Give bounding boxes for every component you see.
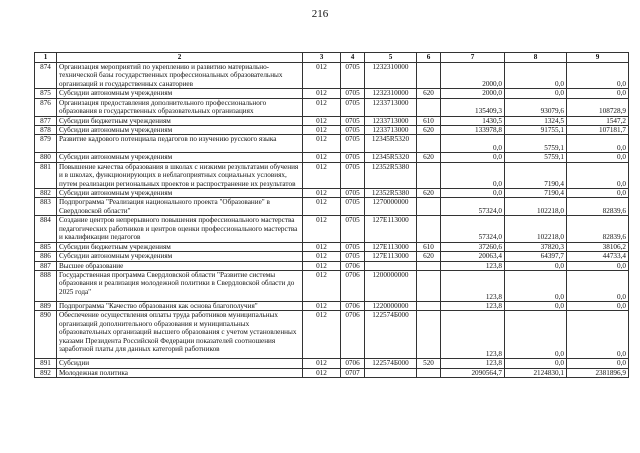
section-code: 0705 <box>341 153 365 162</box>
table-row <box>35 252 629 261</box>
ministry-code: 012 <box>303 252 341 261</box>
amount-year-2: 93079,6 <box>505 98 567 116</box>
amount-year-2: 91755,1 <box>505 126 567 135</box>
amount-year-2: 0,0 <box>505 270 567 301</box>
amount-year-2: 7190,4 <box>505 162 567 188</box>
row-name: Создание центров непрерывного повышения профессионального мастерства педагогических работников и центров оценки профессионального мастерства и квалификации педагогов <box>57 216 303 242</box>
target-article-code: 1270000000 <box>365 198 417 216</box>
ministry-code: 012 <box>303 261 341 270</box>
column-header-7: 7 <box>441 53 505 63</box>
amount-year-2: 0,0 <box>505 311 567 359</box>
table-row <box>35 162 629 188</box>
target-article-code: 127E113000 <box>365 252 417 261</box>
column-header-9: 9 <box>567 53 629 63</box>
section-code: 0706 <box>341 301 365 310</box>
amount-year-3: 0,0 <box>567 89 629 98</box>
target-article-code <box>365 261 417 270</box>
ministry-code: 012 <box>303 153 341 162</box>
target-article-code: 1220000000 <box>365 301 417 310</box>
row-name: Субсидии бюджетным учреждениям <box>57 242 303 251</box>
amount-year-1: 1430,5 <box>441 116 505 125</box>
section-code: 0705 <box>341 216 365 242</box>
column-header-1: 1 <box>35 53 57 63</box>
ministry-code: 012 <box>303 198 341 216</box>
amount-year-2: 0,0 <box>505 359 567 368</box>
row-number: 878 <box>35 126 57 135</box>
amount-year-2: 7190,4 <box>505 189 567 198</box>
amount-year-1: 123,8 <box>441 311 505 359</box>
table-row <box>35 242 629 251</box>
row-name: Субсидии автономным учреждениям <box>57 153 303 162</box>
amount-year-3: 0,0 <box>567 311 629 359</box>
section-code: 0705 <box>341 252 365 261</box>
table-row <box>35 301 629 310</box>
amount-year-2: 37820,3 <box>505 242 567 251</box>
expense-type-code: 610 <box>417 242 441 251</box>
row-name: Организация предоставления дополнительного профессионального образования в государственных образовательных организациях <box>57 98 303 116</box>
expense-type-code <box>417 162 441 188</box>
amount-year-3: 108728,9 <box>567 98 629 116</box>
target-article-code: 127E113000 <box>365 216 417 242</box>
amount-year-1: 57324,0 <box>441 216 505 242</box>
row-name: Субсидии бюджетным учреждениям <box>57 116 303 125</box>
section-code: 0705 <box>341 135 365 153</box>
target-article-code: 1233713000 <box>365 116 417 125</box>
row-number: 890 <box>35 311 57 359</box>
table-row <box>35 98 629 116</box>
ministry-code: 012 <box>303 135 341 153</box>
amount-year-1: 123,8 <box>441 270 505 301</box>
target-article-code: 12345R5320 <box>365 135 417 153</box>
amount-year-1: 0,0 <box>441 189 505 198</box>
expense-type-code: 620 <box>417 252 441 261</box>
ministry-code: 012 <box>303 189 341 198</box>
target-article-code: 1232310000 <box>365 89 417 98</box>
row-name: Повышение качества образования в школах с низкими результатами обучения и в школах, функционирующих в неблагоприятных социальных условиях, путем реализации региональных проектов и распространение их результатов <box>57 162 303 188</box>
ministry-code: 012 <box>303 116 341 125</box>
amount-year-1: 57324,0 <box>441 198 505 216</box>
ministry-code: 012 <box>303 162 341 188</box>
row-number: 882 <box>35 189 57 198</box>
section-code: 0706 <box>341 359 365 368</box>
table-row <box>35 63 629 89</box>
amount-year-1: 0,0 <box>441 162 505 188</box>
target-article-code: 127E113000 <box>365 242 417 251</box>
ministry-code: 012 <box>303 126 341 135</box>
column-header-3: 3 <box>303 53 341 63</box>
table-row <box>35 368 629 377</box>
ministry-code: 012 <box>303 359 341 368</box>
table-row <box>35 261 629 270</box>
row-name: Развитие кадрового потенциала педагогов по изучению русского языка <box>57 135 303 153</box>
amount-year-1: 123,8 <box>441 301 505 310</box>
amount-year-3: 0,0 <box>567 162 629 188</box>
amount-year-3: 107181,7 <box>567 126 629 135</box>
target-article-code: 122574Б000 <box>365 311 417 359</box>
amount-year-2: 0,0 <box>505 261 567 270</box>
table-row <box>35 198 629 216</box>
row-number: 889 <box>35 301 57 310</box>
row-number: 884 <box>35 216 57 242</box>
table-row <box>35 126 629 135</box>
amount-year-3: 82839,6 <box>567 198 629 216</box>
table-row <box>35 359 629 368</box>
target-article-code: 12352R5380 <box>365 162 417 188</box>
amount-year-2: 64397,7 <box>505 252 567 261</box>
table-row <box>35 216 629 242</box>
expense-type-code: 520 <box>417 359 441 368</box>
target-article-code: 1233713000 <box>365 98 417 116</box>
expense-type-code <box>417 135 441 153</box>
table-row <box>35 89 629 98</box>
amount-year-2: 102218,0 <box>505 198 567 216</box>
amount-year-1: 133978,8 <box>441 126 505 135</box>
section-code: 0706 <box>341 311 365 359</box>
table-body <box>35 63 629 378</box>
target-article-code: 1233713000 <box>365 126 417 135</box>
row-number: 887 <box>35 261 57 270</box>
row-name: Обеспечение осуществления оплаты труда работников муниципальных организаций дополнительного образования и муниципальных образовательных организаций высшего образования с учетом установленных указами Президента Российской Федерации показателей соотношения заработной платы для данных категорий работников <box>57 311 303 359</box>
section-code: 0705 <box>341 116 365 125</box>
amount-year-2: 0,0 <box>505 63 567 89</box>
expense-type-code: 620 <box>417 89 441 98</box>
amount-year-3: 0,0 <box>567 261 629 270</box>
ministry-code: 012 <box>303 368 341 377</box>
section-code: 0705 <box>341 198 365 216</box>
amount-year-2: 102218,0 <box>505 216 567 242</box>
target-article-code: 122574Б000 <box>365 359 417 368</box>
row-name: Субсидии автономным учреждениям <box>57 126 303 135</box>
amount-year-1: 0,0 <box>441 153 505 162</box>
row-number: 883 <box>35 198 57 216</box>
ministry-code: 012 <box>303 301 341 310</box>
amount-year-3: 82839,6 <box>567 216 629 242</box>
amount-year-1: 37260,6 <box>441 242 505 251</box>
expense-type-code <box>417 311 441 359</box>
row-number: 891 <box>35 359 57 368</box>
section-code: 0705 <box>341 98 365 116</box>
row-name: Высшее образование <box>57 261 303 270</box>
ministry-code: 012 <box>303 242 341 251</box>
section-code: 0705 <box>341 189 365 198</box>
amount-year-2: 0,0 <box>505 89 567 98</box>
section-code: 0705 <box>341 89 365 98</box>
amount-year-2: 0,0 <box>505 301 567 310</box>
amount-year-2: 5759,1 <box>505 135 567 153</box>
expense-type-code: 620 <box>417 126 441 135</box>
section-code: 0705 <box>341 63 365 89</box>
amount-year-1: 0,0 <box>441 135 505 153</box>
row-number: 881 <box>35 162 57 188</box>
target-article-code: 1200000000 <box>365 270 417 301</box>
table-row <box>35 311 629 359</box>
budget-table <box>34 52 629 378</box>
amount-year-1: 2000,0 <box>441 63 505 89</box>
row-name: Субсидии автономным учреждениям <box>57 252 303 261</box>
target-article-code <box>365 368 417 377</box>
amount-year-1: 123,8 <box>441 359 505 368</box>
ministry-code: 012 <box>303 311 341 359</box>
expense-type-code <box>417 63 441 89</box>
table-row <box>35 116 629 125</box>
target-article-code: 12345R5320 <box>365 153 417 162</box>
amount-year-3: 0,0 <box>567 301 629 310</box>
row-name: Субсидии автономным учреждениям <box>57 89 303 98</box>
column-header-4: 4 <box>341 53 365 63</box>
table-row <box>35 270 629 301</box>
amount-year-3: 2381896,9 <box>567 368 629 377</box>
amount-year-3: 38106,2 <box>567 242 629 251</box>
ministry-code: 012 <box>303 63 341 89</box>
amount-year-1: 2000,0 <box>441 89 505 98</box>
expense-type-code <box>417 198 441 216</box>
page-number: 216 <box>311 8 329 20</box>
amount-year-3: 1547,2 <box>567 116 629 125</box>
section-code: 0705 <box>341 162 365 188</box>
row-number: 877 <box>35 116 57 125</box>
section-code: 0707 <box>341 368 365 377</box>
expense-type-code <box>417 261 441 270</box>
section-code: 0706 <box>341 261 365 270</box>
row-number: 874 <box>35 63 57 89</box>
amount-year-3: 0,0 <box>567 270 629 301</box>
section-code: 0705 <box>341 242 365 251</box>
expense-type-code <box>417 270 441 301</box>
amount-year-2: 5759,1 <box>505 153 567 162</box>
ministry-code: 012 <box>303 270 341 301</box>
ministry-code: 012 <box>303 216 341 242</box>
row-name: Подпрограмма "Качество образования как основа благополучия" <box>57 301 303 310</box>
column-header-5: 5 <box>365 53 417 63</box>
column-header-2: 2 <box>57 53 303 63</box>
row-number: 885 <box>35 242 57 251</box>
expense-type-code <box>417 368 441 377</box>
column-header-8: 8 <box>505 53 567 63</box>
table-row <box>35 135 629 153</box>
row-name: Государственная программа Свердловской области "Развитие системы образования и реализация молодежной политики в Свердловской области до 2025 года" <box>57 270 303 301</box>
expense-type-code: 620 <box>417 153 441 162</box>
row-number: 876 <box>35 98 57 116</box>
amount-year-3: 0,0 <box>567 63 629 89</box>
amount-year-3: 0,0 <box>567 135 629 153</box>
amount-year-3: 0,0 <box>567 153 629 162</box>
amount-year-3: 0,0 <box>567 189 629 198</box>
ministry-code: 012 <box>303 89 341 98</box>
amount-year-1: 135409,3 <box>441 98 505 116</box>
row-name: Организация мероприятий по укреплению и развитию материально-технической базы государственных профессиональных образовательных организаций и государственных санаториев <box>57 63 303 89</box>
section-code: 0705 <box>341 126 365 135</box>
amount-year-1: 123,8 <box>441 261 505 270</box>
target-article-code: 12352R5380 <box>365 189 417 198</box>
amount-year-1: 20063,4 <box>441 252 505 261</box>
row-name: Молодежная политика <box>57 368 303 377</box>
expense-type-code: 610 <box>417 116 441 125</box>
amount-year-3: 0,0 <box>567 359 629 368</box>
expense-type-code: 620 <box>417 189 441 198</box>
amount-year-2: 1324,5 <box>505 116 567 125</box>
section-code: 0706 <box>341 270 365 301</box>
row-name: Подпрограмма "Реализация национального проекта "Образование" в Свердловской области" <box>57 198 303 216</box>
expense-type-code <box>417 216 441 242</box>
table-header-row <box>35 53 629 63</box>
ministry-code: 012 <box>303 98 341 116</box>
row-number: 880 <box>35 153 57 162</box>
amount-year-1: 2090564,7 <box>441 368 505 377</box>
amount-year-3: 44733,4 <box>567 252 629 261</box>
expense-type-code <box>417 301 441 310</box>
table-row <box>35 189 629 198</box>
column-header-6: 6 <box>417 53 441 63</box>
table-row <box>35 153 629 162</box>
amount-year-2: 2124830,1 <box>505 368 567 377</box>
row-number: 892 <box>35 368 57 377</box>
row-number: 886 <box>35 252 57 261</box>
expense-type-code <box>417 98 441 116</box>
row-number: 875 <box>35 89 57 98</box>
row-number: 879 <box>35 135 57 153</box>
row-name: Субсидии <box>57 359 303 368</box>
target-article-code: 1232310000 <box>365 63 417 89</box>
row-number: 888 <box>35 270 57 301</box>
row-name: Субсидии автономным учреждениям <box>57 189 303 198</box>
